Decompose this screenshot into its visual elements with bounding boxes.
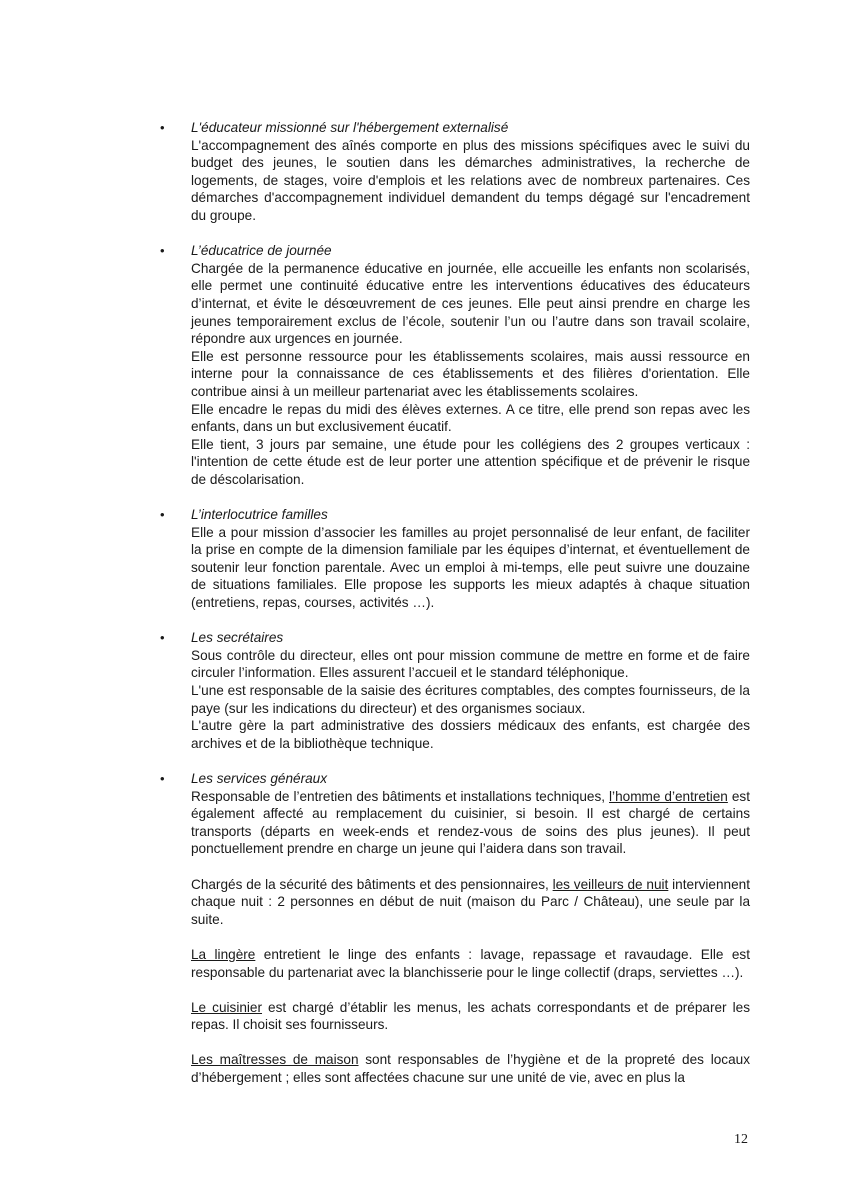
section-title: Les services généraux [191, 770, 328, 786]
underlined-term: Les maîtresses de maison [191, 1052, 359, 1068]
paragraph: Sous contrôle du directeur, elles ont pour mission commune de mettre en forme et de faire circuler l’information. Elles assurent l’accueil et le standard téléphonique. [191, 647, 750, 681]
paragraph: Elle est personne ressource pour les établissements scolaires, mais aussi ressource en interne pour la connaissance de ces établissements et des filières d'orientation. Elle contribue ainsi à un meilleur partenariat avec les établissements scolaires. [191, 348, 750, 399]
bullet: • [160, 507, 165, 523]
paragraph: L'autre gère la part administrative des dossiers médicaux des enfants, est chargée des archives et de la bibliothèque technique. [191, 718, 750, 751]
bullet: • [160, 630, 165, 646]
paragraph [191, 788, 750, 858]
text-run: est également affecté au remplacement du cuisinier, si besoin. Il est chargé de certains transports (départs en week-ends et rendez-vous de soins des plus jeunes). Il peut ponctuellement prendre en charge un jeune qui l’aidera dans son travail. [191, 788, 750, 857]
section-interlocutrice-familles [160, 506, 750, 612]
paragraph [191, 876, 750, 929]
text-run: sont responsables de l’hygiène et de la propreté des locaux d’hébergement ; elles sont affectées chacune sur une unité de vie, avec en plus la [191, 1052, 750, 1086]
bullet: • [160, 243, 165, 259]
underlined-term: La lingère [191, 946, 256, 962]
underlined-term: l’homme d’entretien [609, 788, 728, 804]
section-title: L’interlocutrice familles [191, 507, 328, 523]
text-run: entretient le linge des enfants : lavage, repassage et ravaudage. Elle est responsable du partenariat avec la blanchisserie pour le linge collectif (draps, serviettes …). [191, 946, 750, 980]
section-secretaires [160, 629, 750, 752]
paragraph: L'accompagnement des aînés comporte en plus des missions spécifiques avec le suivi du budget des jeunes, le soutien dans les démarches administratives, la recherche de logements, de stages, voire d'emplois et les relations avec de nombreux partenaires. Ces démarches d'accompagnement individuel demandent du temps dégagé sur l'encadrement du groupe. [191, 137, 750, 223]
section-services-generaux [160, 770, 750, 1087]
text-run: interviennent chaque nuit : 2 personnes en début de nuit (maison du Parc / Château), une seule par la suite. [191, 876, 751, 927]
page-body [160, 119, 750, 1087]
text-run: est chargé d’établir les menus, les achats correspondants et de préparer les repas. Il choisit ses fournisseurs. [191, 999, 750, 1033]
section-educatrice-journee [160, 242, 750, 488]
underlined-term: Le cuisinier [191, 999, 263, 1015]
underlined-term: les veilleurs de nuit [552, 876, 669, 892]
text-run: Responsable de l’entretien des bâtiments et installations techniques, [191, 788, 610, 804]
paragraph [191, 999, 750, 1034]
paragraph [191, 946, 750, 981]
paragraph [191, 1051, 750, 1086]
paragraph: Elle encadre le repas du midi des élèves externes. A ce titre, elle prend son repas avec les enfants, dans un but exclusivement éucatif. [191, 401, 750, 435]
section-educateur-hebergement [160, 119, 750, 225]
bullet: • [160, 120, 165, 135]
paragraph: Elle tient, 3 jours par semaine, une étude pour les collégiens des 2 groupes verticaux : l'intention de cette étude est de leur porter une attention spécifique et de prévenir le risque de déscolarisation. [191, 436, 750, 487]
section-title: L’éducatrice de journée [191, 243, 332, 259]
paragraph: L'une est responsable de la saisie des écritures comptables, des comptes fournisseurs, de la paye (sur les indications du directeur) et des organismes sociaux. [191, 683, 750, 716]
text-run: Chargés de la sécurité des bâtiments et des pensionnaires, [191, 876, 553, 892]
paragraph: Elle a pour mission d’associer les familles au projet personnalisé de leur enfant, de faciliter la prise en compte de la dimension familiale par les équipes d’internat, et éventuellement de soutenir leur fonction parentale. Avec un emploi à mi-temps, elle peut suivre une douzaine de situations familiales. Elle propose les supports les mieux adaptés à chaque situation (entretiens, repas, courses, activités …). [191, 524, 750, 611]
section-title: Les secrétaires [191, 630, 284, 646]
bullet: • [160, 770, 165, 786]
page-number: 12 [734, 1132, 748, 1147]
section-title: L'éducateur missionné sur l'hébergement externalisé [191, 120, 509, 135]
paragraph: Chargée de la permanence éducative en journée, elle accueille les enfants non scolarisés, elle permet une continuité éducative entre les interventions éducatives des éducateurs d’internat, et évite le désœuvrement de ces jeunes. Elle peut ainsi prendre en charge les jeunes temporairement exclus de l’école, soutenir l’un ou l’autre dans son travail scolaire, répondre aux urgences en journée. [191, 260, 750, 347]
